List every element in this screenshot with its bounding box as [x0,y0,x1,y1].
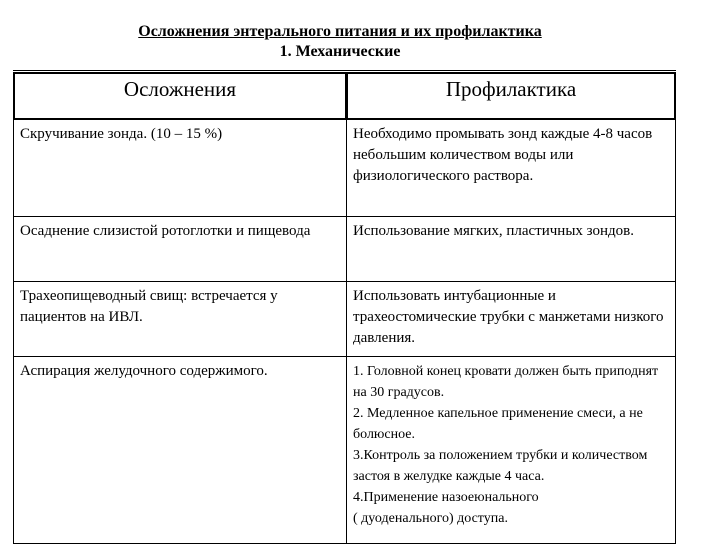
table-row [14,357,676,544]
table-header-row [14,72,676,120]
page-title [0,22,680,62]
prevention-step: ( дуоденального) доступа. [353,511,508,526]
table-row [14,282,676,357]
prevention-step: 3.Контроль за положением трубки и количеством застоя в желудке каждые 4 часа. [353,448,648,484]
prevention-cell: Необходимо промывать зонд каждые 4-8 часов небольшим количеством воды или физиологического раствора. [347,120,676,217]
prevention-step: 2. Медленное капельное применение смеси, а не болюсное. [353,406,643,442]
complication-cell: Аспирация желудочного содержимого. [14,357,347,544]
prevention-cell: Использовать интубационные и трахеостомические трубки с манжетами низкого давления. [347,282,676,357]
prevention-cell: Использование мягких, пластичных зондов. [347,217,676,282]
complications-table [13,70,676,544]
table-row [14,120,676,217]
title-main: Осложнения энтерального питания и их профилактика [138,23,542,40]
title-subtitle: 1. Механические [279,43,401,60]
prevention-step: 1. Головной конец кровати должен быть приподнят на 30 градусов. [353,364,659,400]
complication-cell: Осаднение слизистой ротоглотки и пищевода [14,217,347,282]
complication-cell: Трахеопищеводный свищ: встречается у пациентов на ИВЛ. [14,282,347,357]
header-prevention: Профилактика [347,72,676,120]
prevention-step: 4.Применение назоеюнального [353,490,539,505]
header-complications: Осложнения [14,72,347,120]
complication-cell: Скручивание зонда. (10 – 15 %) [14,120,347,217]
table-row [14,217,676,282]
prevention-steps-cell [347,357,676,544]
